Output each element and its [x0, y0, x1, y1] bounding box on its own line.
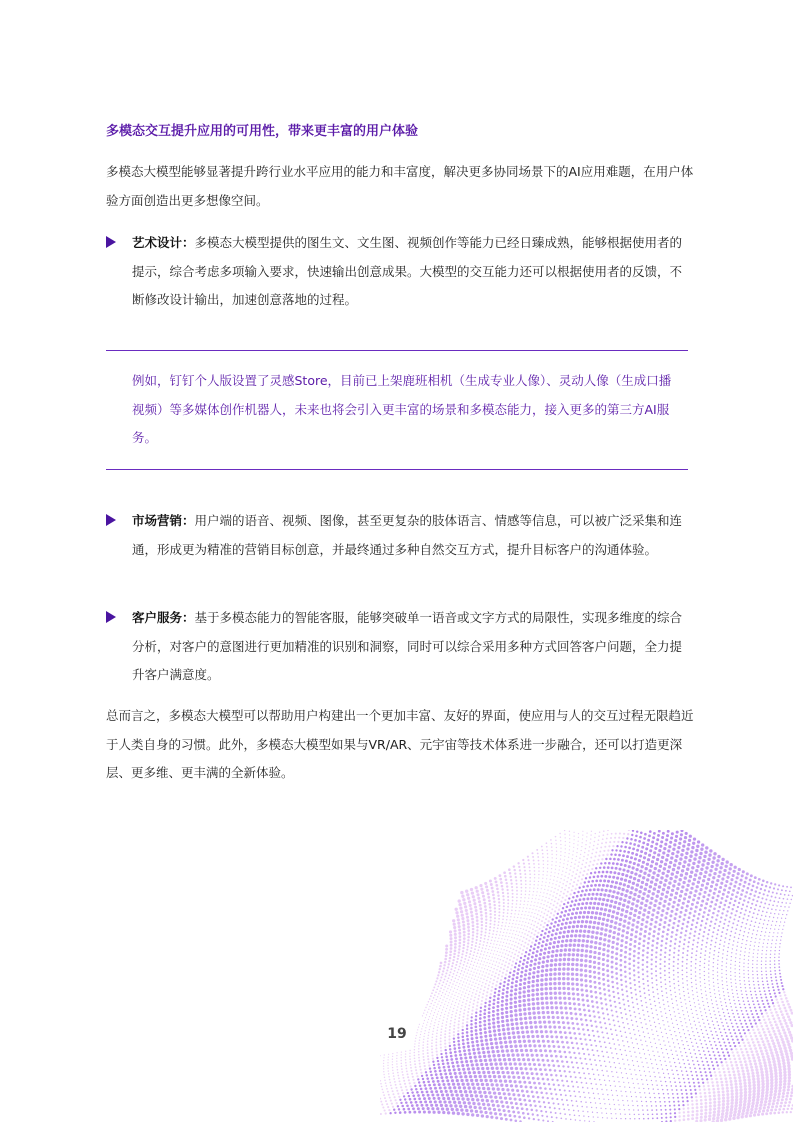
bullet-body: 基于多模态能力的智能客服，能够突破单一语音或文字方式的局限性，实现多维度的综合分析，对客户的意图进行更加精准的识别和洞察，同时可以综合采用多种方式回答客户问题，全力提升客户满意度。: [132, 610, 683, 682]
bullet-text: [132, 229, 694, 315]
bullet-customer-service: [106, 604, 694, 690]
example-text: 例如，钉钉个人版设置了灵感Store，目前已上架鹿班相机（生成专业人像）、灵动人像（生成口播视频）等多媒体创作机器人，未来也将会引入更丰富的场景和多模态能力，接入更多的第三方AI服务。: [132, 373, 672, 445]
bullet-lead: 市场营销：: [132, 513, 195, 528]
bullet-lead: 艺术设计：: [132, 235, 195, 250]
conclusion-paragraph: 总而言之，多模态大模型可以帮助用户构建出一个更加丰富、友好的界面，使应用与人的交互过程无限趋近于人类自身的习惯。此外，多模态大模型如果与VR/AR、元宇宙等技术体系进一步融合，还可以打造更深层、更多维、更丰满的全新体验。: [106, 708, 694, 780]
decorative-dot-wave: [380, 830, 793, 1122]
bullet-marketing: [106, 507, 694, 564]
triangle-bullet-icon: [106, 611, 116, 623]
bullet-art-design: [106, 229, 694, 315]
bullet-text: [132, 604, 694, 690]
page-number: 19: [387, 1026, 407, 1042]
bullet-body: 用户端的语音、视频、图像，甚至更复杂的肢体语言、情感等信息，可以被广泛采集和连通，形成更为精准的营销目标创意，并最终通过多种自然交互方式，提升目标客户的沟通体验。: [132, 513, 683, 557]
example-callout: [106, 350, 688, 470]
bullet-body: 多模态大模型提供的图生文、文生图、视频创作等能力已经日臻成熟，能够根据使用者的提示，综合考虑多项输入要求，快速输出创意成果。大模型的交互能力还可以根据使用者的反馈，不断修改设计输出，加速创意落地的过程。: [132, 235, 683, 307]
wave-dots: [380, 830, 793, 1122]
bullet-text: [132, 507, 694, 564]
intro-paragraph: 多模态大模型能够显著提升跨行业水平应用的能力和丰富度，解决更多协同场景下的AI应用难题，在用户体验方面创造出更多想像空间。: [106, 164, 694, 208]
bullet-lead: 客户服务：: [132, 610, 195, 625]
triangle-bullet-icon: [106, 236, 116, 248]
triangle-bullet-icon: [106, 514, 116, 526]
section-heading: 多模态交互提升应用的可用性，带来更丰富的用户体验: [106, 124, 419, 139]
